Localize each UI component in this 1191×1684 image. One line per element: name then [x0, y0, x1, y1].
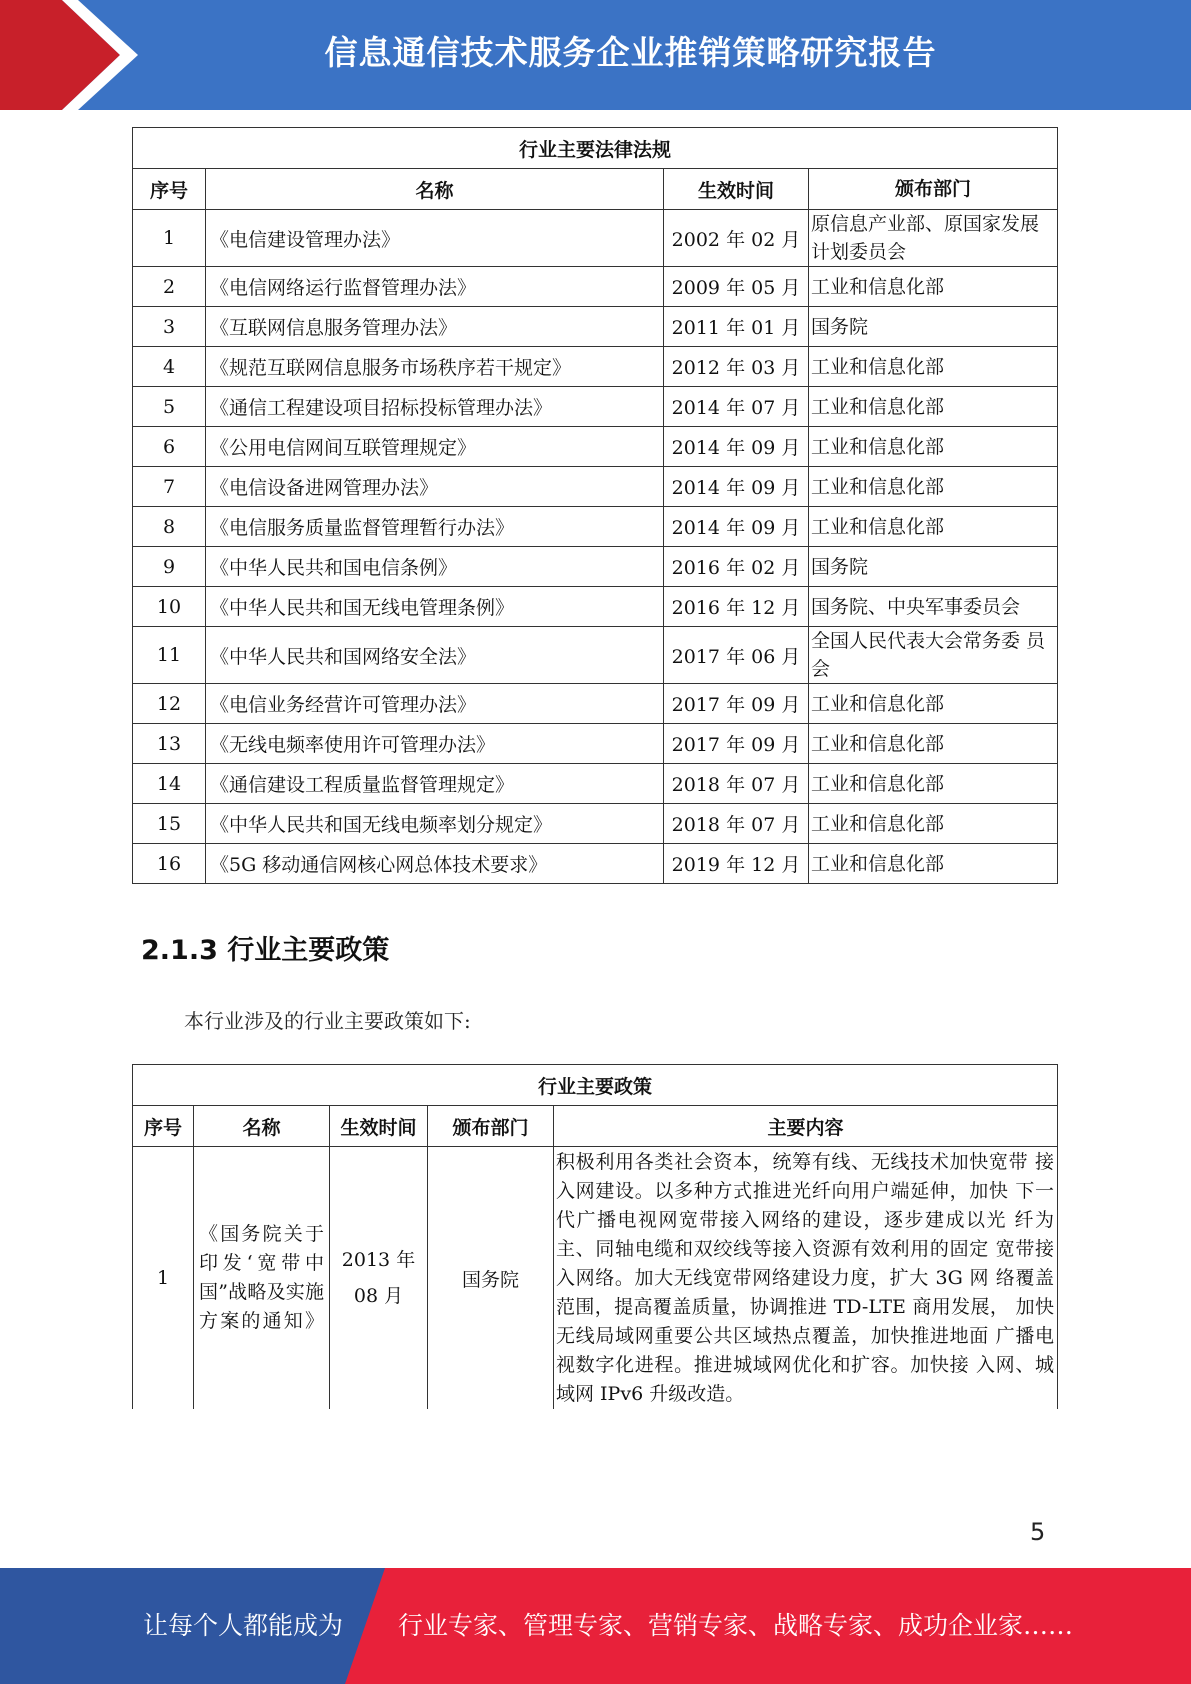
law-row-date: 2002 年 02 月	[664, 210, 809, 267]
law-row-no: 13	[133, 724, 206, 764]
law-row-name: 《通信工程建设项目招标投标管理办法》	[206, 387, 664, 427]
law-row-date: 2014 年 09 月	[664, 467, 809, 507]
policy-col-content: 主要内容	[554, 1106, 1058, 1147]
law-row-date: 2014 年 09 月	[664, 507, 809, 547]
law-row-dept: 工业和信息化部	[809, 347, 1058, 387]
law-row-date: 2014 年 09 月	[664, 427, 809, 467]
law-row-no: 5	[133, 387, 206, 427]
table-row	[133, 844, 1058, 884]
law-row-dept: 工业和信息化部	[809, 467, 1058, 507]
law-row-no: 1	[133, 210, 206, 267]
table-row	[133, 764, 1058, 804]
header-banner	[0, 0, 1191, 110]
law-row-no: 2	[133, 267, 206, 307]
law-row-dept: 工业和信息化部	[809, 844, 1058, 884]
law-row-no: 14	[133, 764, 206, 804]
law-row-date: 2016 年 12 月	[664, 587, 809, 627]
policy-table	[132, 1064, 1058, 1409]
law-row-dept: 原信息产业部、原国家发展计划委员会	[809, 210, 1058, 267]
law-row-no: 10	[133, 587, 206, 627]
section-intro: 本行业涉及的行业主要政策如下:	[184, 1009, 471, 1033]
policy-col-date: 生效时间	[330, 1106, 428, 1147]
law-row-dept: 工业和信息化部	[809, 427, 1058, 467]
law-row-name: 《中华人民共和国电信条例》	[206, 547, 664, 587]
law-table-caption: 行业主要法律法规	[133, 128, 1058, 169]
table-row	[133, 307, 1058, 347]
law-row-date: 2016 年 02 月	[664, 547, 809, 587]
policy-row-dept: 国务院	[428, 1147, 554, 1410]
policy-col-name: 名称	[194, 1106, 330, 1147]
law-row-no: 11	[133, 627, 206, 684]
table-row	[133, 804, 1058, 844]
law-row-date: 2009 年 05 月	[664, 267, 809, 307]
law-row-dept: 工业和信息化部	[809, 804, 1058, 844]
policy-row-date-year: 2013 年	[341, 1249, 416, 1271]
table-row	[133, 587, 1058, 627]
law-row-no: 12	[133, 684, 206, 724]
law-row-no: 15	[133, 804, 206, 844]
law-row-dept: 全国人民代表大会常务委 员会	[809, 627, 1058, 684]
policy-row-date-month: 08 月	[353, 1285, 404, 1307]
law-row-date: 2018 年 07 月	[664, 764, 809, 804]
law-row-dept: 工业和信息化部	[809, 764, 1058, 804]
table-row	[133, 627, 1058, 684]
law-row-name: 《中华人民共和国网络安全法》	[206, 627, 664, 684]
law-row-name: 《5G 移动通信网核心网总体技术要求》	[206, 844, 664, 884]
law-row-name: 《电信业务经营许可管理办法》	[206, 684, 664, 724]
law-row-no: 3	[133, 307, 206, 347]
law-col-dept: 颁布部门	[809, 169, 1058, 210]
law-row-dept: 工业和信息化部	[809, 507, 1058, 547]
table-row	[133, 724, 1058, 764]
law-row-dept: 工业和信息化部	[809, 267, 1058, 307]
page-number: 5	[1030, 1518, 1046, 1546]
policy-row-content: 积极利用各类社会资本，统筹有线、无线技术加快宽带 接入网建设。以多种方式推进光纤向用户端延伸，加快 下一代广播电视网宽带接入网络的建设，逐步建成以光 纤为主、同轴电缆和双绞线等接入资源有效利用的固定 宽带接入网络。加大无线宽带网络建设力度，扩大 3G 网 络覆盖范围，提高覆盖质量，协调推进 TD-LTE 商用发展， 加快无线局域网重要公共区域热点覆盖，加快推进地面 广播电视数字化进程。推进城域网优化和扩容。加快接 入网、城域网 IPv6 升级改造。	[554, 1147, 1058, 1410]
table-row	[133, 210, 1058, 267]
law-row-name: 《公用电信网间互联管理规定》	[206, 427, 664, 467]
law-row-dept: 国务院	[809, 307, 1058, 347]
policy-row-date	[330, 1147, 428, 1410]
policy-table-caption: 行业主要政策	[133, 1065, 1058, 1106]
law-row-name: 《规范互联网信息服务市场秩序若干规定》	[206, 347, 664, 387]
law-row-no: 4	[133, 347, 206, 387]
table-row	[133, 427, 1058, 467]
law-row-date: 2014 年 07 月	[664, 387, 809, 427]
law-row-date: 2012 年 03 月	[664, 347, 809, 387]
law-row-name: 《电信网络运行监督管理办法》	[206, 267, 664, 307]
law-row-no: 7	[133, 467, 206, 507]
law-row-no: 8	[133, 507, 206, 547]
law-row-date: 2019 年 12 月	[664, 844, 809, 884]
policy-col-dept: 颁布部门	[428, 1106, 554, 1147]
law-row-name: 《通信建设工程质量监督管理规定》	[206, 764, 664, 804]
law-row-dept: 国务院	[809, 547, 1058, 587]
footer-slogan-left: 让每个人都能成为	[143, 1611, 344, 1640]
table-row	[133, 467, 1058, 507]
law-row-name: 《互联网信息服务管理办法》	[206, 307, 664, 347]
section-heading: 2.1.3 行业主要政策	[141, 935, 390, 966]
law-row-no: 9	[133, 547, 206, 587]
law-row-name: 《无线电频率使用许可管理办法》	[206, 724, 664, 764]
law-row-dept: 工业和信息化部	[809, 724, 1058, 764]
policy-col-no: 序号	[133, 1106, 194, 1147]
law-row-dept: 工业和信息化部	[809, 387, 1058, 427]
report-title: 信息通信技术服务企业推销策略研究报告	[324, 33, 937, 72]
law-row-date: 2017 年 09 月	[664, 724, 809, 764]
law-row-name: 《电信设备进网管理办法》	[206, 467, 664, 507]
law-row-no: 16	[133, 844, 206, 884]
law-row-name: 《电信服务质量监督管理暂行办法》	[206, 507, 664, 547]
law-row-name: 《中华人民共和国无线电频率划分规定》	[206, 804, 664, 844]
law-row-date: 2011 年 01 月	[664, 307, 809, 347]
policy-row-no: 1	[133, 1147, 194, 1410]
table-row	[133, 347, 1058, 387]
law-col-no: 序号	[133, 169, 206, 210]
law-row-dept: 工业和信息化部	[809, 684, 1058, 724]
law-col-date: 生效时间	[664, 169, 809, 210]
law-row-no: 6	[133, 427, 206, 467]
law-row-name: 《中华人民共和国无线电管理条例》	[206, 587, 664, 627]
table-row	[133, 387, 1058, 427]
law-row-date: 2017 年 06 月	[664, 627, 809, 684]
law-table	[132, 127, 1058, 884]
footer-banner	[0, 1568, 1191, 1684]
table-row	[133, 1147, 1058, 1410]
table-row	[133, 267, 1058, 307]
table-row	[133, 684, 1058, 724]
law-row-date: 2017 年 09 月	[664, 684, 809, 724]
law-row-date: 2018 年 07 月	[664, 804, 809, 844]
table-row	[133, 507, 1058, 547]
law-row-dept: 国务院、中央军事委员会	[809, 587, 1058, 627]
law-row-name: 《电信建设管理办法》	[206, 210, 664, 267]
law-col-name: 名称	[206, 169, 664, 210]
policy-row-name: 《国务院关于印发‘宽带中国”战略及实施方案的通知》	[194, 1147, 330, 1410]
table-row	[133, 547, 1058, 587]
footer-slogan-right: 行业专家、管理专家、营销专家、战略专家、成功企业家……	[398, 1611, 1074, 1640]
